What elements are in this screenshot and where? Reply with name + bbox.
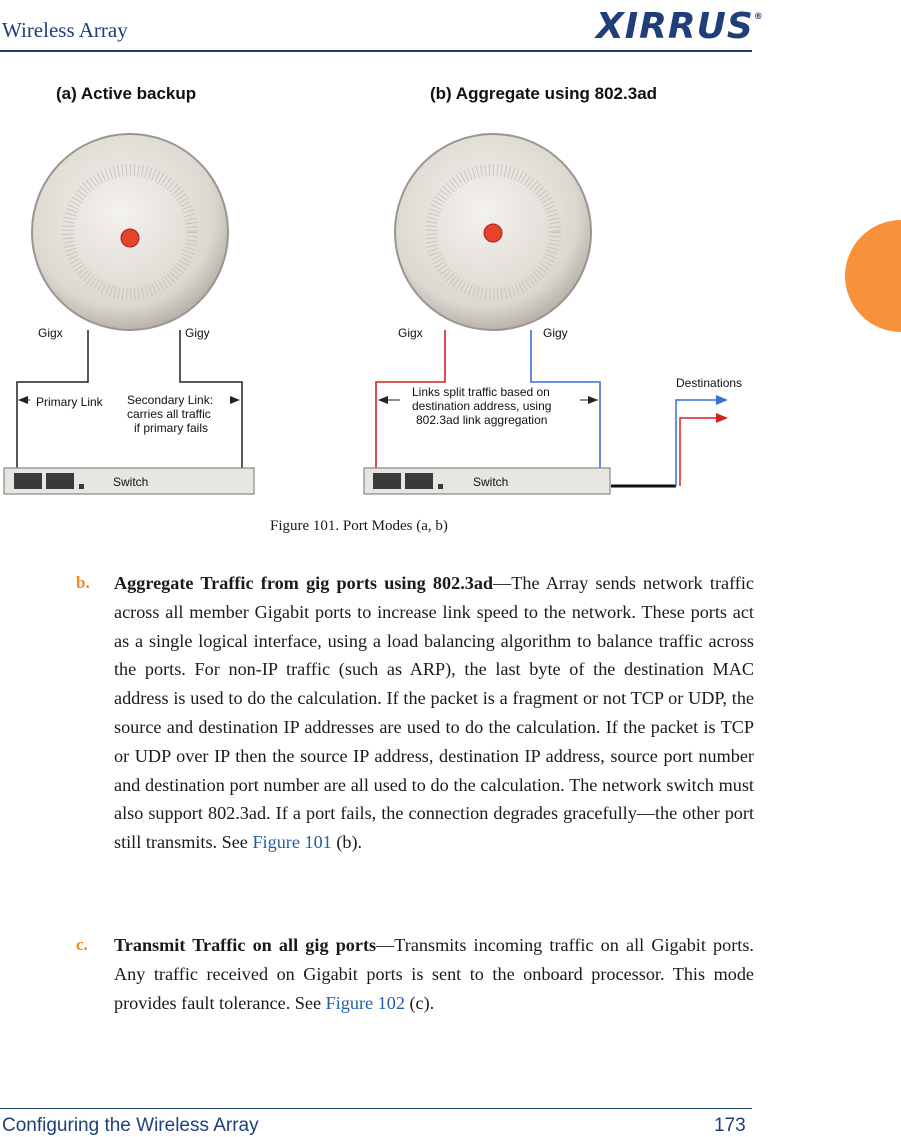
figure-caption: Figure 101. Port Modes (a, b)	[270, 518, 448, 534]
split-traffic-line3: 802.3ad link aggregation	[416, 413, 548, 427]
footer-rule	[0, 1108, 752, 1109]
split-traffic-line2: destination address, using	[412, 399, 552, 413]
port-modes-figure	[0, 120, 760, 500]
item-b-title: Aggregate Traffic from gig ports using 802.3ad	[114, 573, 494, 593]
section-tab-marker	[845, 220, 901, 332]
secondary-link-line3: if primary fails	[134, 421, 209, 435]
right-switch-label: Switch	[473, 475, 509, 489]
right-gigy-label: Gigy	[543, 326, 568, 340]
item-c-text: —Transmits incoming traffic on all Gigabit ports. Any traffic received on Gigabit ports is sent to the onboard processor. This mode provides fault tolerance. See	[114, 935, 754, 1013]
left-gigx-label: Gigx	[38, 326, 63, 340]
right-gigx-label: Gigx	[398, 326, 423, 340]
item-c-label: c.	[76, 935, 88, 954]
caption-aggregate: (b) Aggregate using 802.3ad	[430, 84, 658, 103]
figure-102-link[interactable]: Figure 102	[325, 992, 405, 1013]
page-number: 173	[714, 1115, 746, 1136]
item-b-label: b.	[76, 573, 90, 592]
footer-section-title: Configuring the Wireless Array	[2, 1115, 259, 1136]
figure-101-link[interactable]: Figure 101	[252, 832, 332, 853]
access-point-right	[395, 134, 591, 330]
destinations-links	[611, 400, 718, 486]
primary-link-label: Primary Link	[36, 395, 103, 409]
secondary-link-line2: carries all traffic	[127, 407, 211, 421]
left-switch-label: Switch	[113, 475, 149, 489]
list-item-b	[76, 569, 754, 857]
destinations-label: Destinations	[676, 376, 743, 390]
header-title: Wireless Array	[2, 18, 128, 42]
secondary-link-line1: Secondary Link:	[127, 393, 214, 407]
list-item-c	[76, 931, 754, 1017]
item-b-text: —The Array sends network traffic across all member Gigabit ports to increase link speed to the network. These ports act as a single logical interface, using a load balancing algorithm to balance traffic across the ports. For non-IP traffic (such as ARP), the last byte of the destination MAC address is used to do the calculation. If the packet is a fragment or not TCP or UDP, the source and destination IP addresses are used to do the calculation. If the packet is TCP or UDP over IP then the source IP address, destination IP address, source port number and destination port number are all used to do the calculation. The network switch must also support 802.3ad. If a port fails, the connection degrades gracefully—the other port still transmits. See	[114, 573, 754, 853]
caption-active-backup: (a) Active backup	[56, 84, 197, 103]
item-b-tail: (b).	[331, 832, 363, 853]
item-c-tail: (c).	[404, 992, 435, 1013]
left-gigy-label: Gigy	[185, 326, 210, 340]
xirrus-logo: XIRRUS®	[596, 6, 764, 47]
header-rule	[0, 50, 752, 52]
split-traffic-line1: Links split traffic based on	[412, 385, 550, 399]
item-c-title: Transmit Traffic on all gig ports	[114, 935, 377, 955]
access-point-left	[32, 134, 228, 330]
